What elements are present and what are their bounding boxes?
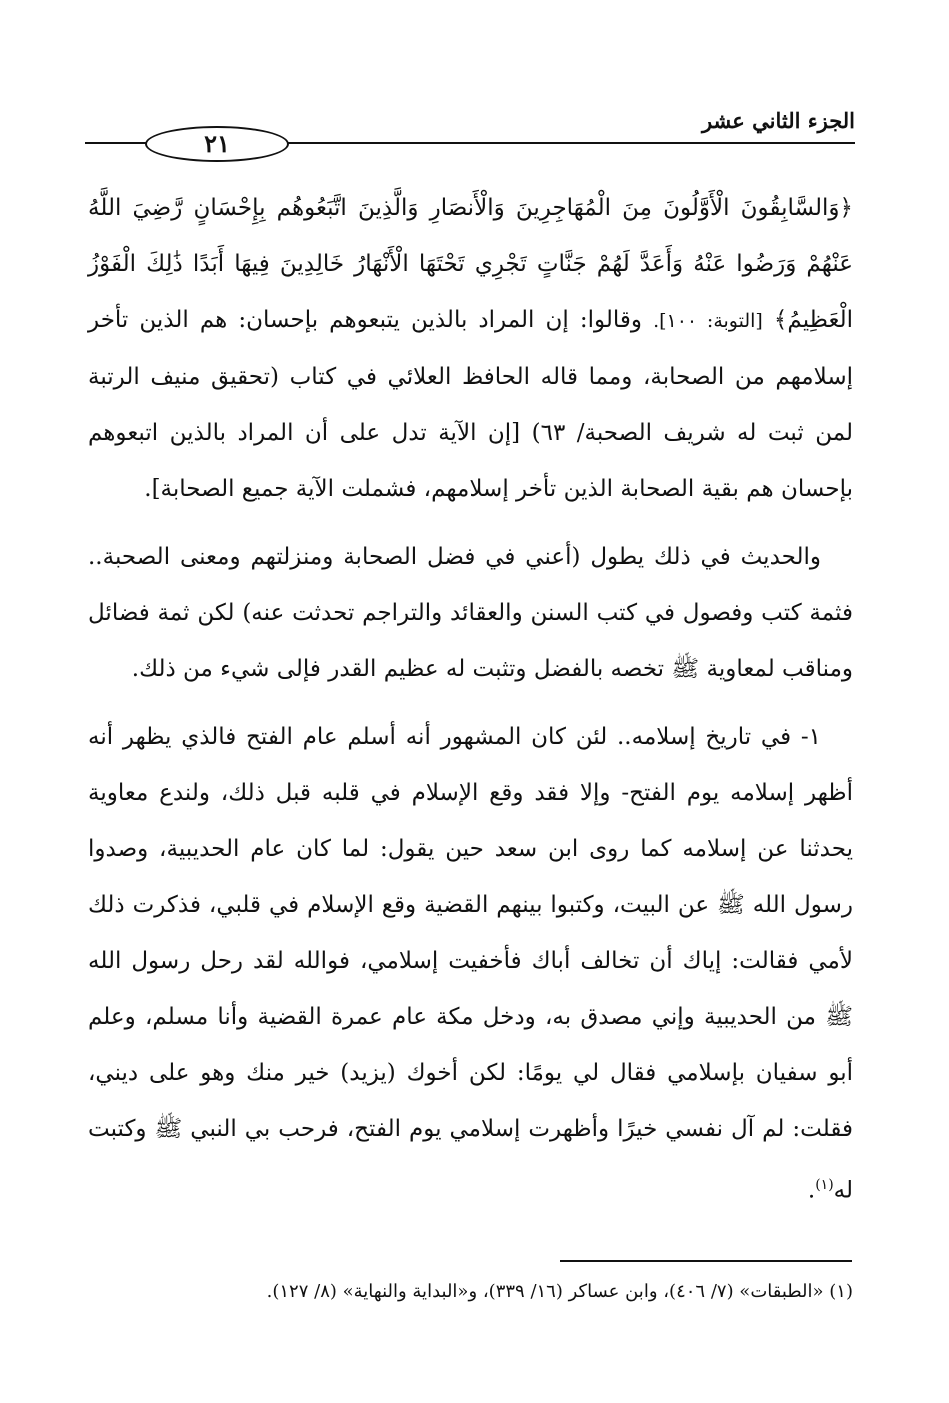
- paragraph-3: [88, 709, 853, 1219]
- paragraph-3-end: .: [807, 1177, 816, 1204]
- paragraph-2: والحديث في ذلك يطول (أعني في فضل الصحابة ومنزلتهم ومعنى الصحبة.. فثمة كتب وفصول في كتب السنن والعقائد والتراجم تحدثت عنه) لكن ثمة فضائل ومناقب لمعاوية ﷺ تخصه بالفضل وتثبت له عظيم القدر فإلى شيء من ذلك.: [88, 544, 853, 682]
- footnote: (١) «الطبقات» (٧/ ٤٠٦)، وابن عساكر (١٦/ ٣٣٩)، و«البداية والنهاية» (٨/ ١٢٧).: [266, 1281, 853, 1302]
- verse-reference: [التوبة: ١٠٠].: [653, 310, 763, 332]
- main-text: [88, 180, 853, 1231]
- quran-verse: ﴿وَالسَّابِقُونَ الْأَوَّلُونَ مِنَ الْمُهَاجِرِينَ وَالْأَنصَارِ وَالَّذِينَ اتَّبَعُوهُم بِإِحْسَانٍ رَّضِيَ اللَّهُ عَنْهُمْ وَرَضُوا عَنْهُ وَأَعَدَّ لَهُمْ جَنَّاتٍ تَجْرِي تَحْتَهَا الْأَنْهَارُ خَالِدِينَ فِيهَا أَبَدًا ذَٰلِكَ الْفَوْزُ الْعَظِيمُ﴾: [88, 195, 854, 333]
- paragraph-3-text: ١- في تاريخ إسلامه.. لئن كان المشهور أنه أسلم عام الفتح فالذي يظهر أنه أظهر إسلامه يوم الفتح- وإلا فقد وقع الإسلام في قلبه قبل ذلك، ولندع معاوية يحدثنا عن إسلامه كما روى ابن سعد حين يقول: لما كان عام الحديبية، وصدوا رسول الله ﷺ عن البيت، وكتبوا بينهم القضية وقع الإسلام في قلبي، فذكرت ذلك لأمي فقالت: إياك أن تخالف أباك فأخفيت إسلامي، فوالله لقد رحل رسول الله ﷺ من الحديبية وإني مصدق به، ودخل مكة عام عمرة القضية وأنا مسلم، وعلم أبو سفيان بإسلامي فقال لي يومًا: لكن أخوك (يزيد) خير منك وهو على ديني، فقلت: لم آل نفسي خيرًا وأظهرت إسلامي يوم الفتح، فرحب بي النبي ﷺ وكتبت له: [88, 724, 853, 1204]
- page-header: [85, 100, 855, 160]
- verse-paragraph: [88, 180, 853, 517]
- page-number: ٢١: [145, 126, 289, 162]
- paragraph-1: وقالوا: إن المراد بالذين يتبعوهم بإحسان: هم الذين تأخر إسلامهم من الصحابة، ومما قاله الحافظ العلائي في كتاب (تحقيق منيف الرتبة لمن ثبت له شريف الصحبة/ ٦٣) [إن الآية تدل على أن المراد بالذين اتبعوهم بإحسان هم بقية الصحابة الذين تأخر إسلامهم، فشملت الآية جميع الصحابة].: [88, 307, 854, 502]
- footnote-marker: (١): [815, 1177, 834, 1193]
- section-title: الجزء الثاني عشر: [701, 108, 855, 133]
- footnote-rule: [560, 1260, 852, 1262]
